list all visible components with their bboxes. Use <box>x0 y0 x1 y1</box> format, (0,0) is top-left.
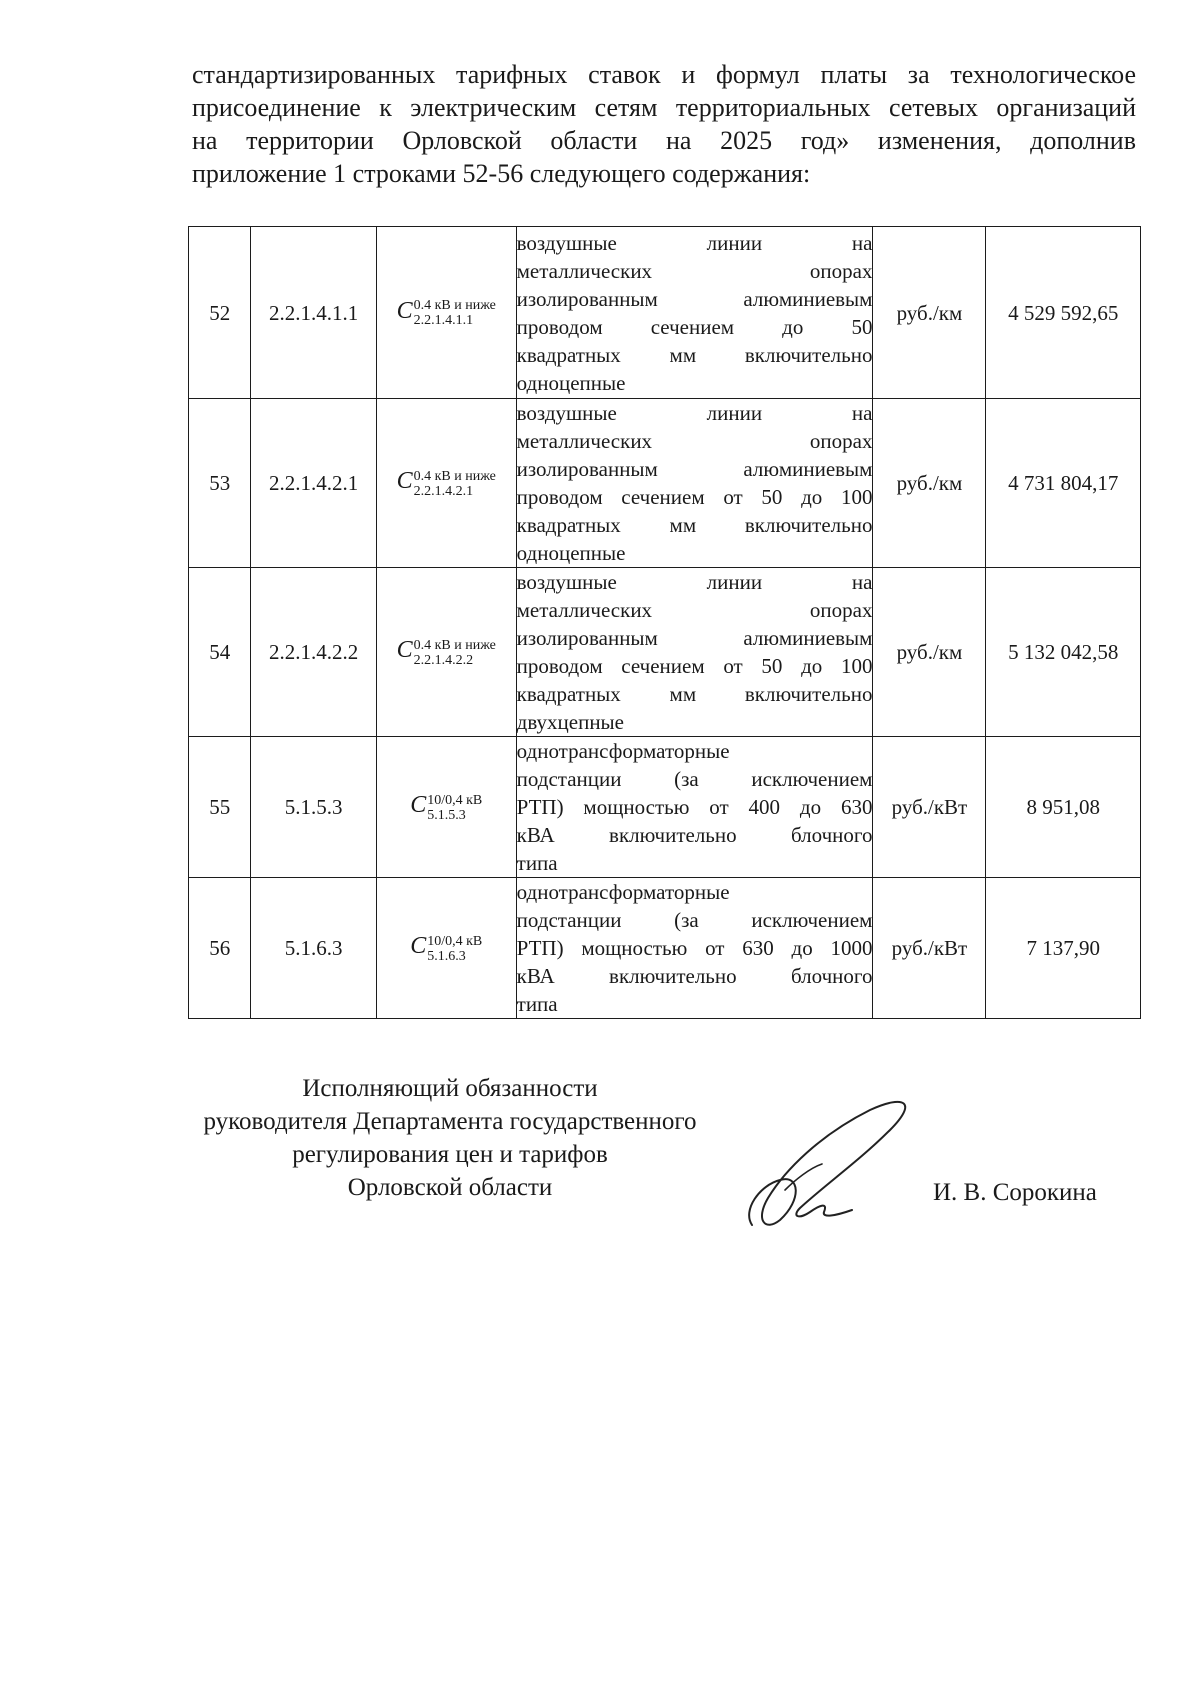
table-row <box>189 737 1141 878</box>
row-number: 54 <box>189 568 251 737</box>
table-row <box>189 568 1141 737</box>
description-line: воздушные линии на <box>516 230 873 255</box>
row-unit: руб./км <box>873 568 986 737</box>
description-line: одноцепные <box>516 370 626 395</box>
row-number: 52 <box>189 227 251 399</box>
table-row <box>189 399 1141 568</box>
row-unit: руб./кВт <box>873 737 986 878</box>
intro-line: на территории Орловской области на 2025 год» изменения, дополнив <box>192 126 1136 155</box>
description-line: одноцепные <box>516 541 626 565</box>
position-line: регулирования цен и тарифов <box>292 1141 608 1168</box>
row-value: 4 731 804,17 <box>986 399 1141 568</box>
intro-line: стандартизированных тарифных ставок и формул платы за технологическое <box>192 60 1136 89</box>
position-line: руководителя Департамента государственного <box>203 1108 697 1135</box>
table-row <box>189 227 1141 399</box>
row-code: 5.1.5.3 <box>251 737 376 878</box>
rate-symbol-letter: C <box>396 637 413 664</box>
rate-symbol-letter: C <box>410 933 427 960</box>
description-line: проводом сечением от 50 до 100 <box>516 485 873 509</box>
row-description <box>516 399 873 568</box>
rate-symbol-indices <box>414 638 496 668</box>
description-line: металлических опорах <box>516 598 873 622</box>
row-code: 5.1.6.3 <box>251 878 376 1019</box>
rate-symbol <box>376 227 516 399</box>
description-line: изолированным алюминиевым <box>516 457 873 481</box>
row-unit: руб./км <box>873 227 986 399</box>
row-number: 55 <box>189 737 251 878</box>
rate-symbol-letter: C <box>410 792 427 819</box>
description-line: воздушные линии на <box>516 570 873 594</box>
row-number: 56 <box>189 878 251 1019</box>
tariff-table <box>188 226 1141 1019</box>
rate-symbol-indices <box>427 934 482 964</box>
row-code: 2.2.1.4.2.1 <box>251 399 376 568</box>
description-line: квадратных мм включительно <box>516 342 873 367</box>
row-value: 5 132 042,58 <box>986 568 1141 737</box>
description-line: типа <box>516 851 558 875</box>
description-line: однотрансформаторные <box>516 739 730 763</box>
intro-line: присоединение к электрическим сетям территориальных сетевых организаций <box>192 93 1136 122</box>
row-number: 53 <box>189 399 251 568</box>
description-line: РТП) мощностью от 630 до 1000 <box>516 936 873 960</box>
rate-symbol-indices <box>414 469 496 499</box>
row-description <box>516 227 873 399</box>
description-line: кВА включительно блочного <box>516 964 873 988</box>
row-unit: руб./кВт <box>873 878 986 1019</box>
signatory-name: И. В. Сорокина <box>933 1179 1097 1206</box>
description-line: металлических опорах <box>516 429 873 453</box>
description-line: типа <box>516 992 558 1016</box>
rate-symbol-superscript: 10/0,4 кВ <box>427 933 483 949</box>
table-row <box>189 878 1141 1019</box>
rate-symbol <box>376 399 516 568</box>
row-value: 8 951,08 <box>986 737 1141 878</box>
row-description <box>516 737 873 878</box>
handwritten-signature <box>740 1090 930 1240</box>
rate-symbol-subscript: 5.1.6.3 <box>427 948 466 964</box>
description-line: проводом сечением от 50 до 100 <box>516 654 873 678</box>
row-code: 2.2.1.4.1.1 <box>251 227 376 399</box>
rate-symbol <box>376 568 516 737</box>
rate-symbol-indices <box>414 298 496 328</box>
position-line: Орловской области <box>347 1174 553 1201</box>
row-unit: руб./км <box>873 399 986 568</box>
row-value: 7 137,90 <box>986 878 1141 1019</box>
description-line: двухцепные <box>516 710 624 734</box>
row-value: 4 529 592,65 <box>986 227 1141 399</box>
rate-symbol-letter: C <box>396 468 413 495</box>
description-line: металлических опорах <box>516 258 873 283</box>
rate-symbol-subscript: 2.2.1.4.2.2 <box>413 652 474 668</box>
rate-symbol-indices <box>427 793 482 823</box>
description-line: подстанции (за исключением <box>516 767 873 791</box>
description-line: изолированным алюминиевым <box>516 286 873 311</box>
description-line: изолированным алюминиевым <box>516 626 873 650</box>
rate-symbol-superscript: 10/0,4 кВ <box>427 792 483 808</box>
description-line: проводом сечением до 50 <box>516 314 873 339</box>
intro-paragraph <box>192 58 1136 190</box>
rate-symbol-letter: C <box>396 297 413 324</box>
rate-symbol <box>376 737 516 878</box>
rate-symbol-superscript: 0.4 кВ и ниже <box>413 468 496 484</box>
description-line: подстанции (за исключением <box>516 908 873 932</box>
description-line: квадратных мм включительно <box>516 682 873 706</box>
description-line: воздушные линии на <box>516 401 873 425</box>
position-line: Исполняющий обязанности <box>302 1075 598 1102</box>
rate-symbol-superscript: 0.4 кВ и ниже <box>413 298 496 314</box>
rate-symbol-subscript: 5.1.5.3 <box>427 807 466 823</box>
rate-symbol-subscript: 2.2.1.4.1.1 <box>413 313 474 329</box>
description-line: РТП) мощностью от 400 до 630 <box>516 795 873 819</box>
rate-symbol <box>376 878 516 1019</box>
rate-symbol-superscript: 0.4 кВ и ниже <box>413 637 496 653</box>
description-line: однотрансформаторные <box>516 880 730 904</box>
intro-line: приложение 1 строками 52-56 следующего содержания: <box>192 159 811 188</box>
row-code: 2.2.1.4.2.2 <box>251 568 376 737</box>
row-description <box>516 878 873 1019</box>
description-line: кВА включительно блочного <box>516 823 873 847</box>
rate-symbol-subscript: 2.2.1.4.2.1 <box>413 483 474 499</box>
signatory-position <box>170 1072 730 1204</box>
description-line: квадратных мм включительно <box>516 513 873 537</box>
row-description <box>516 568 873 737</box>
